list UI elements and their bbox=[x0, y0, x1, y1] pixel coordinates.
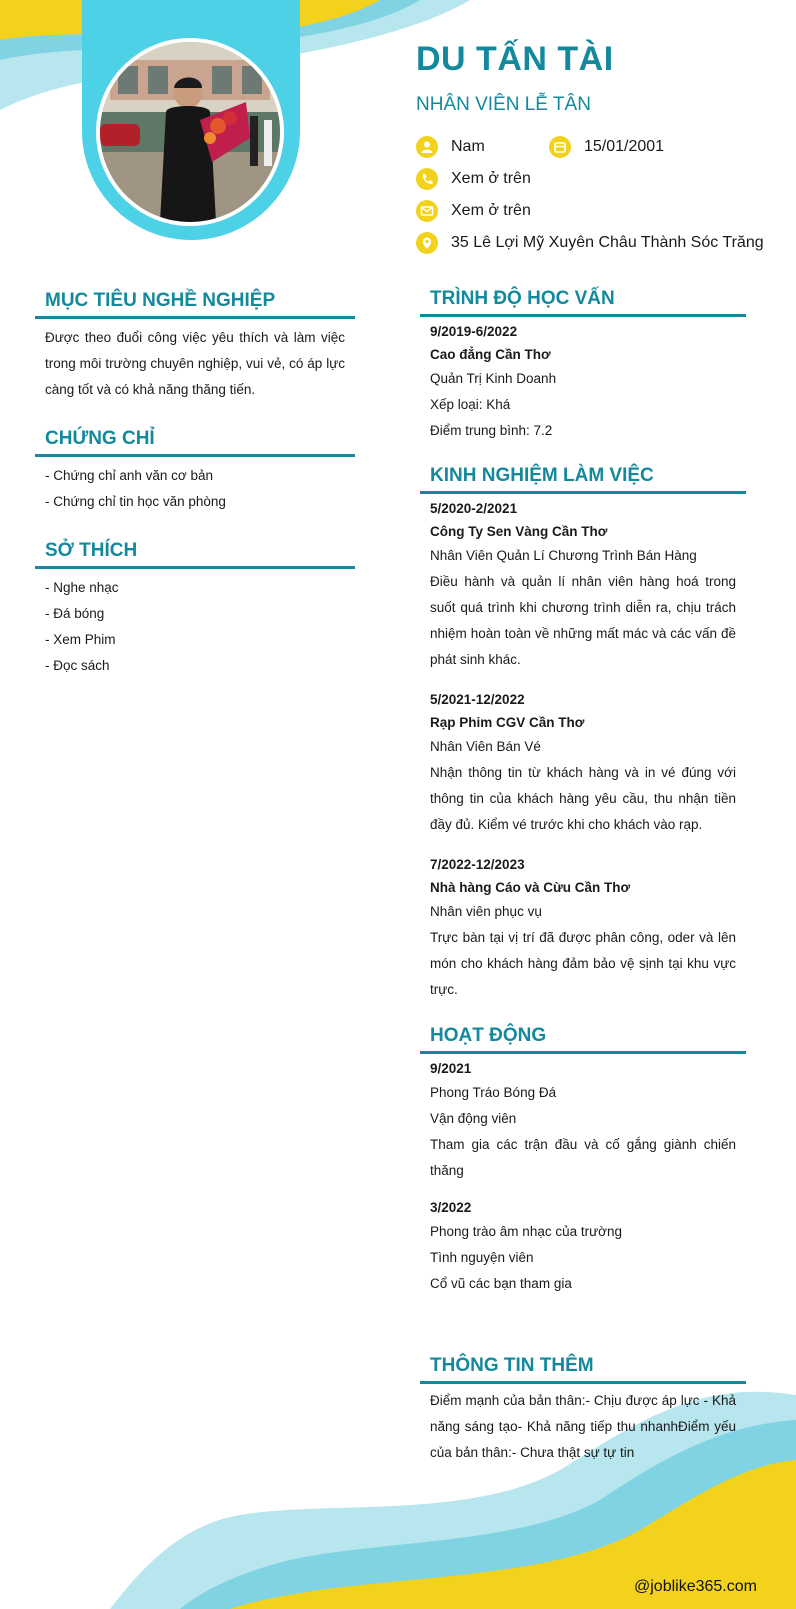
education-major: Quản Trị Kinh Doanh bbox=[430, 371, 557, 386]
education-period: 9/2019-6/2022 bbox=[430, 324, 518, 339]
career-goal-heading: MỤC TIÊU NGHỀ NGHIỆP bbox=[35, 290, 355, 319]
career-goal-text: Được theo đuổi công việc yêu thích và làm việc trong môi trường chuyên nghiệp, vui vẻ, có áp lực càng tốt và có khả năng thăng tiến. bbox=[45, 330, 345, 397]
activity-role: Vận động viên bbox=[430, 1111, 517, 1126]
profile-photo-illustration bbox=[100, 42, 280, 222]
certificates-heading: CHỨNG CHỈ bbox=[35, 428, 355, 457]
phone-value: Xem ở trên bbox=[451, 170, 531, 187]
activity-name: Phong Tráo Bóng Đá bbox=[430, 1085, 557, 1100]
list-item: - Đá bóng bbox=[45, 606, 105, 621]
list-item: - Chứng chỉ anh văn cơ bản bbox=[45, 468, 213, 483]
experience-desc: Điều hành và quản lí nhân viên hàng hoá trong suốt quá trình khi chương trình diễn ra, chịu trách nhiệm hoàn toàn về những mất mác và các vấn đề phát sinh khác. bbox=[430, 574, 736, 667]
activity-period: 9/2021 bbox=[430, 1061, 472, 1076]
experience-company: Nhà hàng Cáo và Cừu Cần Thơ bbox=[430, 880, 631, 895]
activity-desc: Tham gia các trận đầu và cố gắng giành chiến thăng bbox=[430, 1137, 736, 1178]
education-block bbox=[430, 320, 736, 444]
candidate-name: DU TẤN TÀI bbox=[416, 40, 614, 78]
education-heading: TRÌNH ĐỘ HỌC VẤN bbox=[420, 288, 746, 317]
activity-role: Tình nguyện viên bbox=[430, 1250, 534, 1265]
experience-item bbox=[430, 497, 736, 673]
email-icon bbox=[416, 200, 438, 222]
watermark: @joblike365.com bbox=[634, 1578, 757, 1595]
education-gpa: Điểm trung bình: 7.2 bbox=[430, 423, 553, 438]
activities-heading: HOẠT ĐỘNG bbox=[420, 1025, 746, 1054]
activity-desc: Cổ vũ các bạn tham gia bbox=[430, 1276, 572, 1291]
calendar-icon bbox=[549, 136, 571, 158]
experience-period: 5/2021-12/2022 bbox=[430, 692, 525, 707]
education-school: Cao đẳng Cần Thơ bbox=[430, 347, 551, 362]
profile-photo bbox=[96, 38, 284, 226]
experience-role: Nhân Viên Quản Lí Chương Trình Bán Hàng bbox=[430, 548, 697, 563]
hobbies-list bbox=[45, 575, 345, 679]
activity-name: Phong trào âm nhạc của trường bbox=[430, 1224, 622, 1239]
activity-period: 3/2022 bbox=[430, 1200, 472, 1215]
location-pin-icon bbox=[416, 232, 438, 254]
phone-row bbox=[416, 168, 531, 190]
gender-value: Nam bbox=[451, 138, 485, 155]
list-item: - Chứng chỉ tin học văn phòng bbox=[45, 494, 226, 509]
activity-item bbox=[430, 1057, 736, 1184]
experience-period: 5/2020-2/2021 bbox=[430, 501, 518, 516]
experience-desc: Trực bàn tại vị trí đã được phân công, oder và lên món cho khách hàng đảm bảo vệ sịnh tại khu vực trực. bbox=[430, 930, 736, 997]
additional-info-heading: THÔNG TIN THÊM bbox=[420, 1355, 746, 1384]
job-title: NHÂN VIÊN LỄ TÂN bbox=[416, 94, 591, 115]
list-item: - Nghe nhạc bbox=[45, 580, 119, 595]
additional-info-text: Điểm mạnh của bản thân:- Chịu được áp lực - Khả năng sáng tạo- Khả năng tiếp thu nhanhĐiểm yếu của bản thân:- Chưa thật sự tự tin bbox=[430, 1393, 736, 1460]
activity-item bbox=[430, 1196, 736, 1297]
gender-row bbox=[416, 136, 485, 158]
list-item: - Xem Phim bbox=[45, 632, 116, 647]
certificates-list bbox=[45, 463, 345, 515]
list-item: - Đọc sách bbox=[45, 658, 110, 673]
address-value: 35 Lê Lợi Mỹ Xuyên Châu Thành Sóc Trăng bbox=[451, 234, 764, 251]
experience-company: Công Ty Sen Vàng Cần Thơ bbox=[430, 524, 608, 539]
address-row bbox=[416, 232, 764, 254]
experience-desc: Nhận thông tin từ khách hàng và in vé đúng với thông tin của khách hàng yêu cầu, thu nhận tiền đầy đủ. Kiểm vé trước khi cho khách vào rạp. bbox=[430, 765, 736, 832]
experience-item bbox=[430, 853, 736, 1003]
email-value: Xem ở trên bbox=[451, 202, 531, 219]
dob-value: 15/01/2001 bbox=[584, 138, 665, 155]
experience-item bbox=[430, 688, 736, 838]
experience-heading: KINH NGHIỆM LÀM VIỆC bbox=[420, 465, 746, 494]
hobbies-heading: SỞ THÍCH bbox=[35, 540, 355, 569]
experience-period: 7/2022-12/2023 bbox=[430, 857, 525, 872]
dob-row bbox=[549, 136, 664, 158]
phone-icon bbox=[416, 168, 438, 190]
email-row bbox=[416, 200, 531, 222]
experience-role: Nhân Viên Bán Vé bbox=[430, 739, 541, 754]
education-rank: Xếp loại: Khá bbox=[430, 397, 511, 412]
experience-role: Nhân viên phục vụ bbox=[430, 904, 542, 919]
user-icon bbox=[416, 136, 438, 158]
experience-company: Rạp Phim CGV Cần Thơ bbox=[430, 715, 585, 730]
